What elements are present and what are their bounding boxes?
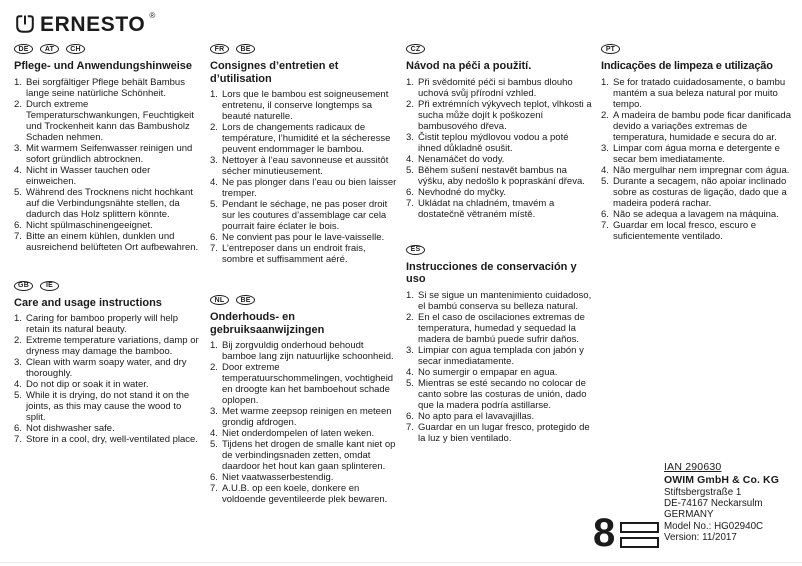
brand-shield-icon <box>14 13 36 35</box>
language-badges <box>210 44 398 54</box>
instruction-item: Durch extreme Temperaturschwankungen, Feuchtigkeit und Trockenheit kann das Bambusholz Schaden nehmen. <box>26 98 194 143</box>
language-badges <box>406 44 594 54</box>
column-2 <box>210 0 398 505</box>
section-pt <box>601 44 797 242</box>
brand-logo <box>14 9 202 39</box>
page-bottom-edge <box>0 562 802 563</box>
brand-logo-text: ERNESTO <box>40 12 146 36</box>
instruction-item: Guardar en un lugar fresco, protegido de la luz y bien ventilado. <box>418 421 590 444</box>
language-badges <box>210 295 398 305</box>
column-4 <box>601 0 797 242</box>
instruction-item: Lors que le bambou est soigneusement entretenu, il conserve longtemps sa beauté naturelle. <box>222 89 389 122</box>
section-cz <box>406 44 594 220</box>
instruction-item: Lors de changements radicaux de température, l’humidité et la sécheresse peuvent endommager le bambou. <box>222 122 391 155</box>
language-badge-nl: NL <box>210 295 229 305</box>
instruction-item: L’entreposer dans un endroit frais, sombre et suffisamment aéré. <box>222 243 366 265</box>
version-number: Version: 11/2017 <box>664 531 737 543</box>
imprint <box>593 461 796 555</box>
section-title: Onderhouds- en gebruiksaanwijzingen <box>210 311 325 336</box>
instruction-item: Niet onderdompelen of laten weken. <box>222 428 375 439</box>
instruction-item: Se for tratado cuidadosamente, o bambu mantém a sua beleza natural por muito tempo. <box>613 76 786 110</box>
instruction-item: Not dishwasher safe. <box>26 423 115 434</box>
instruction-item: While it is drying, do not stand it on the joints, as this may cause the wood to split. <box>26 390 190 423</box>
instruction-item: Pendant le séchage, ne pas poser droit sur les coutures d’assemblage car cela pourrait faire éclater le bois. <box>222 199 388 232</box>
instruction-item: Store in a cool, dry, well-ventilated place. <box>26 434 198 445</box>
section-title: Care and usage instructions <box>14 296 162 309</box>
instruction-item: Nenamáčet do vody. <box>418 153 505 165</box>
language-badge-ie: IE <box>40 281 59 291</box>
language-badges <box>601 44 797 54</box>
instruction-item: En el caso de oscilaciones extremas de temperatura, humedad y sequedad la madera de bambú puede sufrir daños. <box>418 311 585 345</box>
instruction-list <box>406 77 594 220</box>
language-badge-ch: CH <box>66 44 85 54</box>
address-city: DE-74167 Neckarsulm <box>664 498 763 510</box>
language-badge-gb: GB <box>14 281 33 291</box>
instruction-item: Čistit teplou mýdlovou vodou a poté ihned důkladně osušit. <box>418 131 569 154</box>
instruction-item: Mit warmem Seifenwasser reinigen und sofort gründlich abtrocknen. <box>26 142 193 165</box>
model-number: Model No.: HG02940C <box>664 520 764 532</box>
instruction-item: Clean with warm soapy water, and dry thoroughly. <box>26 357 187 379</box>
instruction-item: Niet vaatwasserbestendig. <box>222 472 334 483</box>
section-title: Pflege- und Anwendungshinweise <box>14 60 193 72</box>
imprint-text <box>664 461 796 543</box>
address-street: Stiftsbergstraße 1 <box>664 487 742 498</box>
ian-number: IAN 290630 <box>664 461 722 473</box>
language-badges <box>406 245 594 255</box>
instruction-item: Ukládat na chladném, tmavém a dostatečně větraném místě. <box>418 197 555 220</box>
instruction-item: Não mergulhar nem impregnar com água. <box>613 164 790 176</box>
language-badge-de: DE <box>14 44 33 54</box>
section-de-at-ch <box>14 44 202 253</box>
language-badge-cz: CZ <box>406 44 425 54</box>
instruction-item: Guardar em local fresco, escuro e suficientemente ventilado. <box>613 219 757 242</box>
language-badge-be: BE <box>236 295 255 305</box>
instruction-item: Limpar com água morna e detergente e secar bem imediatamente. <box>613 142 780 165</box>
instruction-item: Si se sigue un mantenimiento cuidadoso, el bambú conserva su belleza natural. <box>418 289 592 312</box>
instruction-item: No apto para el lavavajillas. <box>418 410 535 422</box>
address-country: GERMANY <box>664 509 714 521</box>
language-badges <box>14 44 202 54</box>
column-3 <box>406 0 594 444</box>
instruction-item: Durante a secagem, não apoiar inclinado sobre as costuras de ligação, dado que a madeira poderá rachar. <box>613 175 787 209</box>
instruction-item: Door extreme temperatuurschommelingen, vochtigheid en droogte kan het bamboehout schade oplopen. <box>222 362 394 406</box>
instruction-item: Ne convient pas pour le lave-vaisselle. <box>222 232 385 243</box>
section-title: Instrucciones de conservación y uso <box>406 260 577 285</box>
instruction-item: Während des Trocknens nicht hochkant auf die Verbindungsnähte stellen, da dadurch das Holz splittern könnte. <box>26 186 193 220</box>
instruction-item: Při extrémních výkyvech teplot, vlhkosti a sucha může dojít k poškození bambusového dřeva. <box>418 98 592 132</box>
instruction-item: Não se adequa a lavagem na máquina. <box>613 208 779 220</box>
instruction-item: Caring for bamboo properly will help retain its natural beauty. <box>26 313 179 335</box>
section-title: Návod na péči a použití. <box>406 60 532 72</box>
instruction-item: Nicht spülmaschinengeeignet. <box>26 219 153 231</box>
column-1 <box>14 0 202 445</box>
instruction-item: Nettoyer à l’eau savonneuse et aussitôt sécher minutieusement. <box>222 155 389 177</box>
sheet-rectangle <box>620 522 659 533</box>
instruction-item: Bij zorgvuldig onderhoud behoudt bamboe lang zijn natuurlijke schoonheid. <box>222 340 394 362</box>
instruction-list <box>14 313 202 445</box>
page-number: 8 <box>593 511 615 555</box>
company-name: OWIM GmbH & Co. KG <box>664 474 779 486</box>
language-badge-at: AT <box>40 44 59 54</box>
language-badge-be: BE <box>236 44 255 54</box>
instruction-item: Nicht in Wasser tauchen oder einweichen. <box>26 164 151 187</box>
page-number-group <box>593 511 659 555</box>
section-title: Indicações de limpeza e utilização <box>601 60 773 72</box>
section-title: Consignes d’entretien et d’utilisation <box>210 60 339 85</box>
section-nl-be <box>210 295 398 505</box>
instruction-item: Během sušení nestavět bambus na výšku, aby nedošlo k popraskání dřeva. <box>418 164 585 187</box>
stacked-sheets-icon <box>620 522 659 548</box>
instruction-item: Extreme temperature variations, damp or dryness may damage the bamboo. <box>26 335 199 357</box>
instruction-list <box>601 77 797 242</box>
registered-trademark-icon: ® <box>149 11 156 20</box>
language-badge-pt: PT <box>601 44 620 54</box>
language-badge-fr: FR <box>210 44 229 54</box>
instruction-item: Tijdens het drogen de smalle kant niet op de verbindingsnaden zetten, omdat daardoor het hout kan gaan splinteren. <box>222 439 396 472</box>
instruction-list <box>406 290 594 444</box>
instruction-item: Při svědomité péči si bambus dlouho uchová svůj přírodní vzhled. <box>418 76 573 99</box>
sheet-rectangle <box>620 537 659 548</box>
section-fr-be <box>210 44 398 265</box>
instruction-item: Bei sorgfältiger Pflege behält Bambus lange seine natürliche Schönheit. <box>26 76 185 99</box>
instruction-item: No sumergir o empapar en agua. <box>418 366 558 378</box>
instruction-list <box>14 77 202 253</box>
instruction-item: Do not dip or soak it in water. <box>26 379 149 390</box>
instruction-item: Mientras se esté secando no colocar de canto sobre las costuras de unión, dado que la madera podría astillarse. <box>418 377 587 411</box>
instruction-list <box>210 340 398 505</box>
instruction-item: Limpiar con agua templada con jabón y secar inmediatamente. <box>418 344 584 367</box>
section-gb-ie <box>14 281 202 446</box>
instruction-item: Met warme zeepsop reinigen en meteen grondig afdrogen. <box>222 406 392 428</box>
instruction-item: Bitte an einem kühlen, dunklen und ausreichend belüfteten Ort aufbewahren. <box>26 230 199 253</box>
language-badge-es: ES <box>406 245 425 255</box>
instruction-item: A madeira de bambu pode ficar danificada devido a variações extremas de temperatura, humidade e secura do ar. <box>613 109 791 143</box>
section-es <box>406 245 594 444</box>
language-badges <box>14 281 202 291</box>
instruction-item: Nevhodné do myčky. <box>418 186 507 198</box>
instruction-list <box>210 89 398 265</box>
instruction-item: A.U.B. op een koele, donkere en voldoende geventileerde plek bewaren. <box>222 483 388 505</box>
instruction-item: Ne pas plonger dans l’eau ou bien laisser tremper. <box>222 177 397 199</box>
